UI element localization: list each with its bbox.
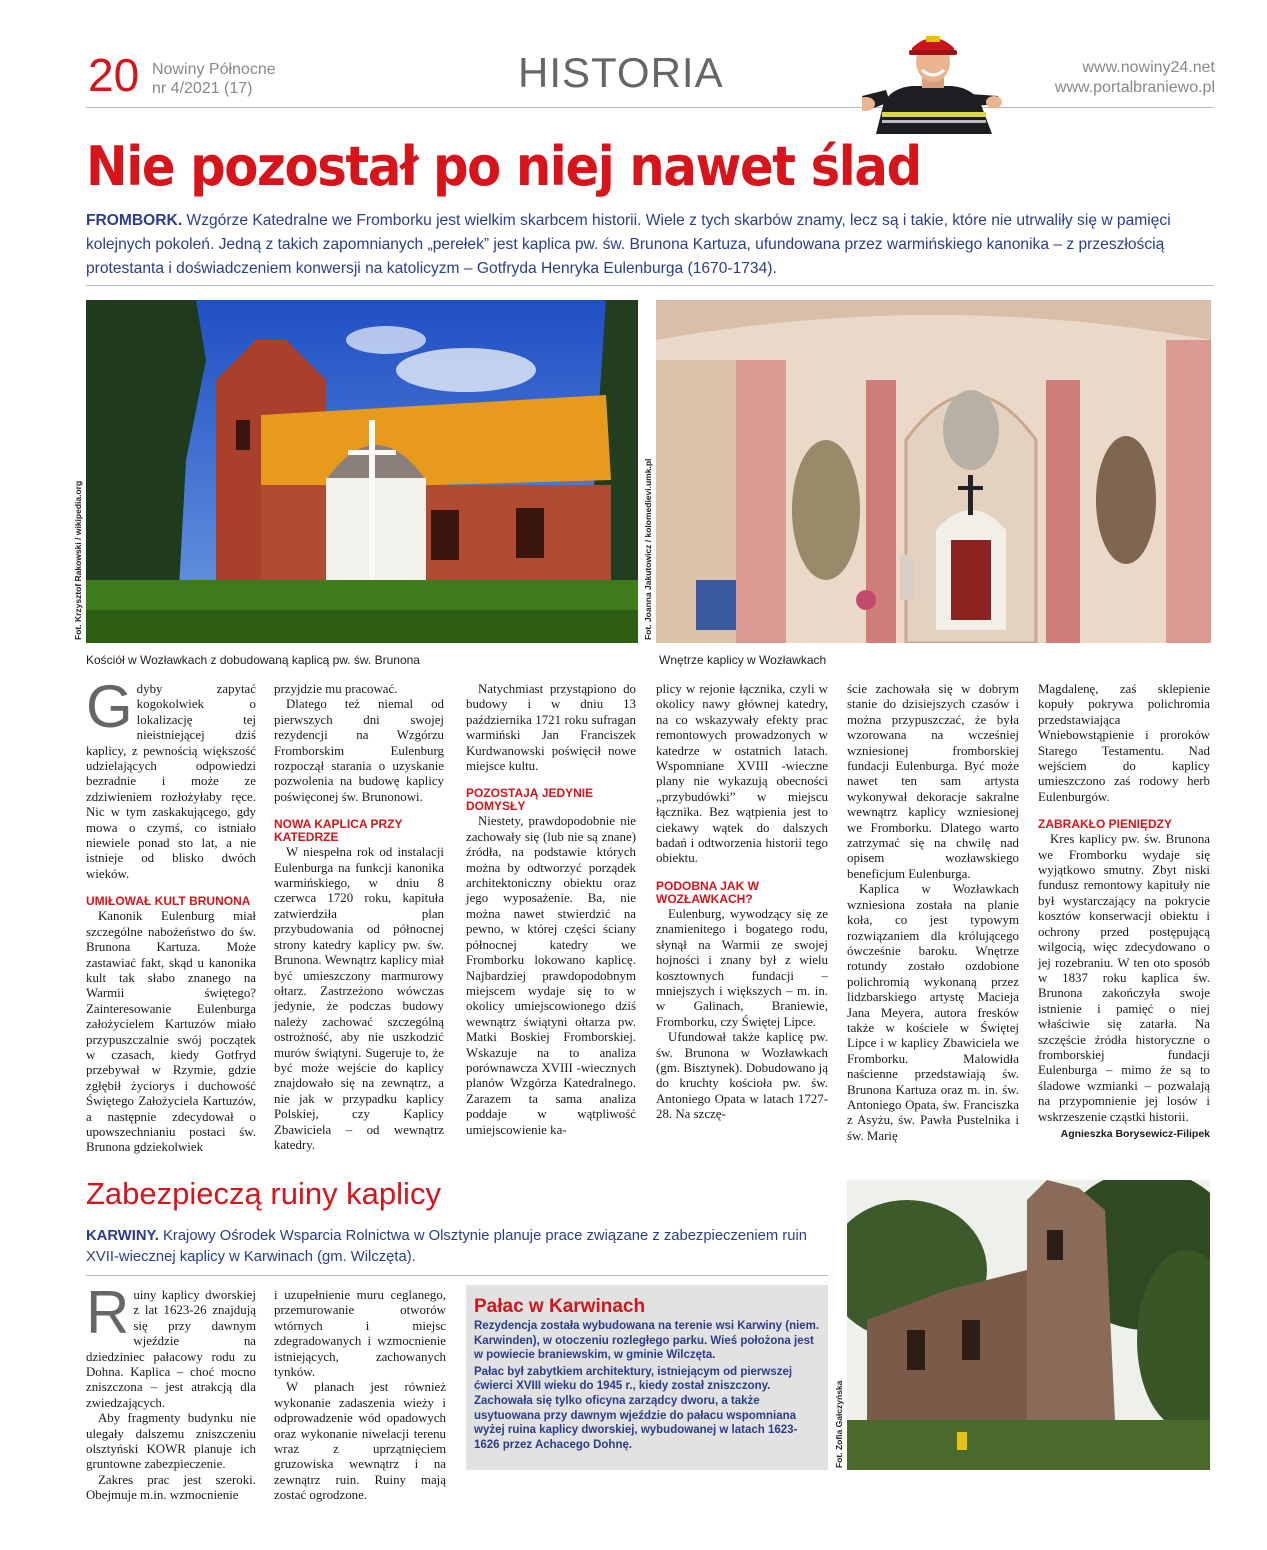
chapel-interior-photo <box>656 300 1211 643</box>
website-link-2[interactable]: www.portalbraniewo.pl <box>1054 79 1215 96</box>
article2-title: Zabezpieczą ruiny kaplicy <box>86 1176 441 1211</box>
photo1-credit: Fot. Krzysztof Rakowski / wikipedia.org <box>73 480 83 640</box>
info-box: Pałac w Karwinach Rezydencja została wybudowana na terenie wsi Karwiny (niem. Karwinden), w otoczeniu rozległego parku. Wieś położona jest w powiecie braniewskim, w gminie Wilczęta. Pałac był zabytkiem architektury, istniejącym od pierwszej ćwierci XVIII wieku do 1945 r., kiedy został zniszczony. Zachowała się tylko oficyna zarządcy dworu, a także usytuowana przy dawnym wjeździe do pałacu wspomniana wyżej ruina kaplicy dworskiej, wybudowanej w latach 1623-1626 przez Achacego Dohnę. <box>466 1285 828 1470</box>
page-number: 20 <box>88 49 140 101</box>
article1-column-4: plicy w rejonie łącznika, czyli w okolicy nawy głównej katedry, na co wskazywały efekty prac remontowych prowadzonych w katedrze w ostatnich latach. Wspomniane XVIII -wieczne plany nie wykazują obecności „przybudówki” w miejscu łącznika. Bez wątpienia jest to ciekawy wątek do dalszych badań i odtworzenia historii tego obiektu. PODOBNA JAK W WOZŁAWKACH? Eulenburg, wywodzący się ze znamienitego i bogatego rodu, słynął na Warmii ze swojej hojności i znany był z wielu kosztownych fundacji – mniejszych i większych – m. in. w Galinach, Braniewie, Fromborku, czy Świętej Lipce. Ufundował także kaplicę pw. św. Brunona w Wozławkach (gm. Bisztynek). Dobudowano ją do kruchty kościoła pw. św. Antoniego Opata w latach 1727-28. Na szczę- <box>656 682 828 1122</box>
websites <box>1055 58 1215 98</box>
article2-column-2: i uzupełnienie muru ceglanego, przemurowanie otworów wtórnych i miejsc zdegradowanych i wzmocnienie istniejących, zachowanych tynków. W planach jest również wykonanie zadaszenia wieży i odprowadzenie wód opadowych oraz wykonanie niwelacji terenu wraz z uprzątnięciem gruzowiska wewnątrz i na zewnątrz ruin. Ruiny mają zostać ogrodzone. <box>274 1288 446 1503</box>
article1-column-2: przyjdzie mu pracować. Dlatego też niemal od pierwszych dni swojej rezydencji na Wzgórzu Fromborskim Eulenburg rozpoczął starania o uzyskanie pozwolenia na budowę kaplicy poświęconej św. Brunonowi. NOWA KAPLICA PRZY KATEDRZE W niespełna rok od instalacji Eulenburga na funkcji kanonika warmińskiego, w dniu 8 czerwca 1720 roku, kapituła zatwierdziła plan przybudowania od północnej strony katedry kaplicy pw. św. Brunona. Wewnątrz kaplicy miał być umieszczony marmurowy ołtarz. Zastrzeżono wówczas jedynie, że podczas budowy należy zachować szczególną ostrożność, aby nie uszkodzić murów świątyni. Sugeruje to, że być może wejście do kaplicy znajdowało się na zewnątrz, a nie jak w przypadku kaplicy Polskiej, czy Kaplicy Zbawiciela – od wewnątrz katedry. <box>274 682 444 1152</box>
author: Agnieszka Borysewicz-Filipek <box>1060 1127 1210 1140</box>
firefighter-mascot-icon <box>862 30 1002 134</box>
info-box-title: Pałac w Karwinach <box>474 1296 646 1317</box>
header-divider <box>86 107 1214 108</box>
article2-lead: KARWINY. Krajowy Ośrodek Wsparcia Rolnictwa w Olsztynie planuje prace związane z zabezpieczeniem ruin XVII-wiecznej kaplicy w Karwinach (gm. Wilczęta). <box>86 1228 807 1265</box>
photo1-caption: Kościół w Wozławkach z dobudowaną kaplicą pw. św. Brunona <box>86 653 420 667</box>
article1-column-5: ście zachowała się w dobrym stanie do dzisiejszych czasów i można przypuszczać, że była wzorowana na wcześniej wzniesionej fromborskiej fundacji Eulenburga. Być może nawet ten sam artysta wykonywał dekoracje sakralne wewnątrz kaplicy wzniesionej we Fromborku. Dlatego warto zatrzymać się na chwilę nad opisem wozławskiego beneficjum Eulenburga. Kaplica w Wozławkach wzniesiona została na planie koła, co jest typowym rozwiązaniem dla królującego ówcześnie baroku. Wnętrze rotundy zostało ozdobione polichromią wykonaną przez lidzbarskiego artystę Macieja Jana Meyera, autora fresków także w kościele w Świętej Lipce i w kaplicy Zbawiciela we Fromborku. Malowidła naścienne przedstawiają św. Brunona Kartuza oraz m. in. św. Antoniego Opata, św. Franciszka z Asyżu, św. Pawła Pustelnika i św. Marię <box>847 682 1019 1143</box>
article-title: Nie pozostał po niej nawet ślad <box>86 135 921 198</box>
article2-column-1: Ruiny kaplicy dworskiej z lat 1623-26 znajdują się przy dawnym wjeździe na dziedziniec pałacowy rodu zu Dohna. Kaplica – choć mocno zniszczona – jest atrakcją dla zwiedzających. Aby fragmenty budynku nie ulegały dalszemu zniszczeniu olsztyński KOWR planuje ich gruntowne zabezpieczenie. Zakres prac jest szeroki. Obejmuje m.in. wzmocnienie <box>86 1279 256 1503</box>
photo2-credit: Fot. Joanna Jakutowicz / kolomedievi.umk.pl <box>643 458 653 640</box>
publication-info: Nowiny Północne nr 4/2021 (17) <box>152 61 276 97</box>
website-link-1[interactable]: www.nowiny24.net <box>1082 59 1215 76</box>
chapel-ruins-photo <box>847 1180 1210 1470</box>
church-photo <box>86 300 638 643</box>
section-title: HISTORIA <box>518 49 724 96</box>
article2-divider <box>86 1275 828 1276</box>
article-lead: FROMBORK. Wzgórze Katedralne we Fromborku jest wielkim skarbcem historii. Wiele z tych skarbów znamy, lecz są i takie, które nie utrwaliły się w pamięci kolejnych pokoleń. Jedną z takich zapomnianych „perełek” jest kaplica pw. św. Brunona Kartuza, ufundowana przez warmińskiego kanonika – z przeszłością protestanta i doświadczeniem konwersji na katolicyzm – Gotfryda Henryka Eulenburga (1670-1734). <box>86 212 1171 277</box>
article1-column-1: Gdyby zapytać kogokolwiek o lokalizację tej nieistniejącej dziś kaplicy, z pewnością większość udzielających odpowiedzi bezradnie i może ze zdziwieniem rozłożyłaby ręce. Nic w tym zaskakującego, gdy mowa o czymś, co istniało niewiele ponad sto lat, a nie istnieje od blisko dwóch wieków. UMIŁOWAŁ KULT BRUNONA Kanonik Eulenburg miał szczególne nabożeństwo do św. Brunona Kartuza. Może zastawiać fakt, skąd u kanonika kult tak słabo znanego na Warmii świętego? Zainteresowanie Eulenburga założycielem Kartuzów miało przypuszczalnie swój początek w czasach, kiedy Gotfryd przebywał w Rzymie, gdzie zgłębił życiorys i duchowość Świętego Założyciela Kartuzów, a następnie zdecydował o upowszechnianiu postaci św. Brunona gdziekolwiek <box>86 673 256 1155</box>
article1-column-6: Magdalenę, zaś sklepienie kopuły pokrywa polichromia przedstawiająca Wniebowstąpienie i proroków Starego Testamentu. Nad wejściem do kaplicy umieszczono zaś rodowy herb Eulenburgów. ZABRAKŁO PIENIĘDZY Kres kaplicy pw. św. Brunona we Fromborku wydaje się wyjątkowo smutny. Zbyt niski fundusz remontowy kapituły nie był wystarczający na pokrycie kosztów konserwacji obiektu i ochrony przed postępującą wilgocią, więc zdecydowano o jej rozebraniu. W ten oto sposób w 1837 roku kaplica św. Brunona zakończyła swoje istnienie i pamięć o niej właściwie się zatarła. Na szczęście źródła historyczne o fromborskiej fundacji Eulenburga – mimo że są to śladowe wzmianki – pozwalają na przypomnienie jej losów i wskrzeszenie cząstki historii. Agnieszka Borysewicz-Filipek <box>1038 682 1210 1142</box>
photo2-caption: Wnętrze kaplicy w Wozławkach <box>659 653 827 667</box>
lead-divider <box>86 285 1214 286</box>
article1-column-3: Natychmiast przystąpiono do budowy i w dniu 13 października 1721 roku sufragan warmiński Jan Franciszek Kurdwanowski poświęcił nowe miejsce kultu. POZOSTAJĄ JEDYNIE DOMYSŁY Niestety, prawdopodobnie nie zachowały się (lub nie są znane) źródła, na podstawie których można by odtworzyć porządek architektoniczny obiektu oraz jego wyposażenie. Ba, nie można nawet stwierdzić na pewno, w której części ściany północnej katedry we Fromborku lokowano kaplicę. Najbardziej prawdopodobnym miejscem wydaje się to w okolicy umiejscowionego dziś wewnątrz świątyni ołtarza pw. Matki Boskiej Fromborskiej. Wskazuje na to analiza porównawcza XVIII -wiecznych planów Wzgórza Katedralnego. Zarazem ta sama analiza poddaje w wątpliwość umiejscowienie ka- <box>466 682 636 1137</box>
photo3-credit: Fot. Zofia Gałczyńska <box>834 1380 844 1468</box>
